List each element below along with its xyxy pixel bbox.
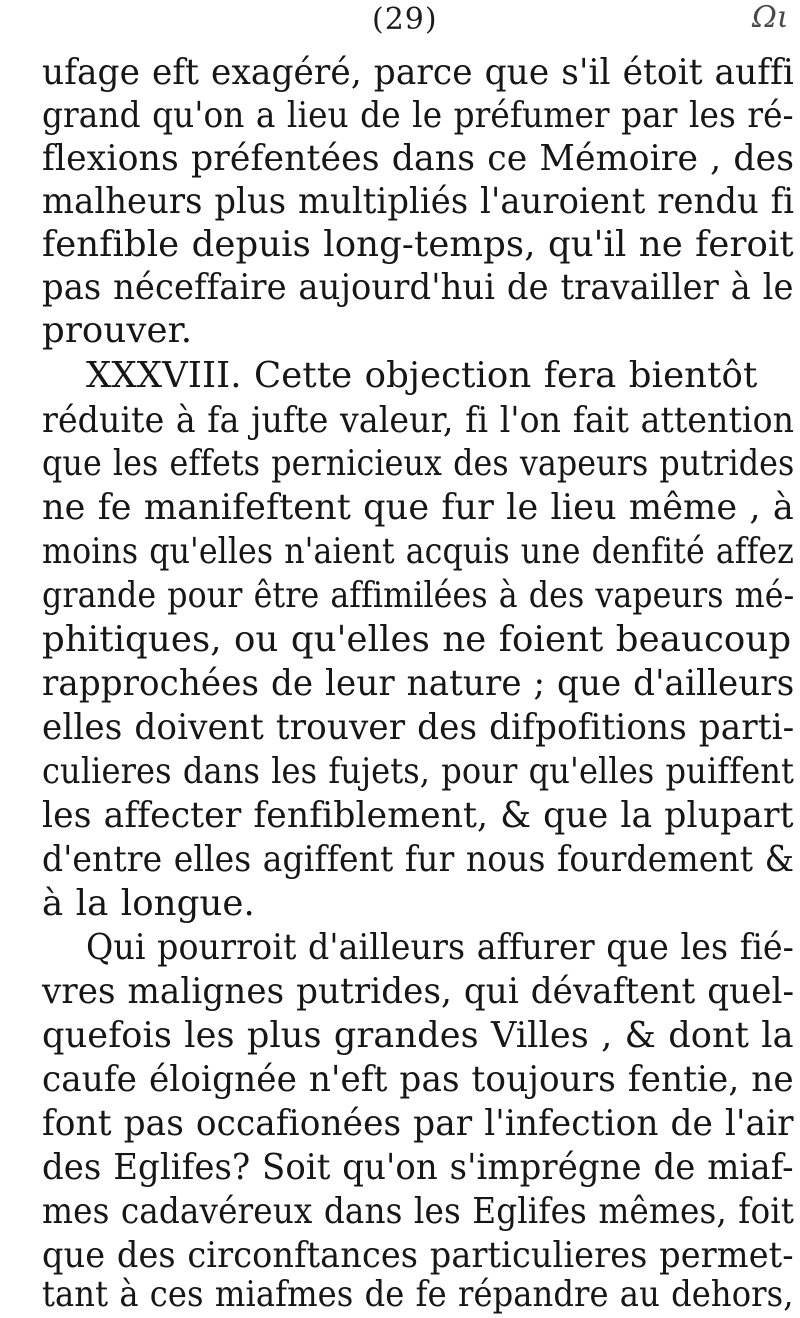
text-line: ne fe manifeftent que fur le lieu même , à <box>42 487 794 528</box>
section-heading-line: XXXVIII. Cette objection fera bientôt <box>86 355 758 396</box>
handwritten-corner-mark: Ωι <box>752 0 789 35</box>
text-line: réduite à fa jufte valeur, fi l'on fait attention <box>42 400 795 441</box>
text-line: flexions préfentées dans ce Mémoire , des <box>42 138 795 179</box>
text-line: elles doivent trouver des difpofitions parti- <box>42 707 795 748</box>
text-line: fenfible depuis long-temps, qu'il ne feroit <box>42 224 794 265</box>
text-line: rapprochées de leur nature ; que d'ailleurs <box>42 663 795 704</box>
text-line: prouver. <box>42 310 193 351</box>
text-line: moins qu'elles n'aient acquis une denfité affez <box>42 531 794 572</box>
text-line: les affecter fenfiblement, & que la plupart <box>42 795 794 836</box>
text-line: que les effets pernicieux des vapeurs putrides <box>42 443 795 484</box>
text-line: d'entre elles agiffent fur nous fourdement & <box>42 839 795 880</box>
text-line: que des circonftances particulieres permet- <box>42 1235 794 1276</box>
text-line: caufe éloignée n'eft pas toujours fentie, ne <box>42 1059 794 1100</box>
text-line: pas néceffaire aujourd'hui de travailler à le <box>42 267 794 308</box>
text-line: grande pour être affimilées à des vapeurs mé- <box>42 575 795 616</box>
text-line: quefois les plus grandes Villes , & dont la <box>42 1015 794 1056</box>
text-line: tant à ces miafmes de fe répandre au dehors, <box>42 1274 794 1315</box>
text-line: à la longue. <box>42 883 255 924</box>
text-line: mes cadavéreux dans les Eglifes mêmes, foit <box>42 1191 795 1232</box>
page-number: (29) <box>372 2 438 37</box>
text-line: malheurs plus multipliés l'auroient rendu fi <box>42 181 795 222</box>
text-line: vres malignes putrides, qui dévaftent quel- <box>42 971 795 1012</box>
text-line: font pas occafionées par l'infection de l'air <box>42 1103 794 1144</box>
text-line: des Eglifes? Soit qu'on s'imprégne de miaf- <box>42 1147 794 1188</box>
text-line: culieres dans les fujets, pour qu'elles puiffent <box>42 751 795 792</box>
text-line: phitiques, ou qu'elles ne foient beaucoup <box>42 619 792 660</box>
text-line: ufage eft exagéré, parce que s'il étoit auffi <box>42 52 794 93</box>
paragraph-start-line: Qui pourroit d'ailleurs affurer que les fié- <box>86 927 795 968</box>
text-line: grand qu'on a lieu de le préfumer par les ré- <box>42 95 794 136</box>
